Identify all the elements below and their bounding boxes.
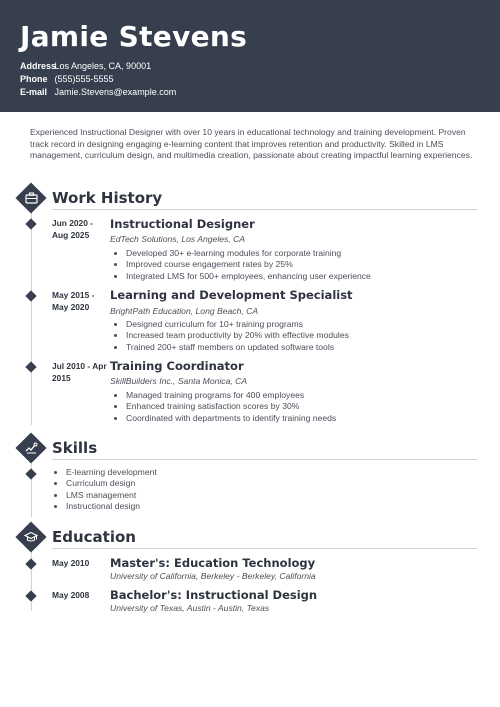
timeline-marker <box>25 290 36 301</box>
contact-value: Los Angeles, CA, 90001 <box>54 61 152 71</box>
job-date: Jul 2010 - Apr 2015 <box>52 361 107 383</box>
list-item: • Integrated LMS for 500+ employees, enhancing user experience <box>126 271 371 282</box>
list-item: • Developed 30+ e-learning modules for corporate training <box>126 248 371 259</box>
skills-icon <box>20 437 42 459</box>
section-title: Work History <box>52 189 163 207</box>
education-date: May 2008 <box>52 590 90 600</box>
job-bullets <box>112 248 371 282</box>
job-date: May 2015 - May 2020 <box>52 290 95 312</box>
list-item: • E-learning development <box>66 467 157 478</box>
contact-address <box>20 61 151 72</box>
list-item: • Instructional design <box>66 501 157 512</box>
contact-phone <box>20 74 114 85</box>
list-item: • Designed curriculum for 10+ training programs <box>126 319 349 330</box>
contact-email <box>20 87 176 98</box>
skills-list <box>52 467 157 512</box>
resume-header <box>0 0 500 112</box>
briefcase-icon <box>20 187 42 209</box>
school-name: University of Texas, Austin - Austin, Texas <box>110 603 270 613</box>
school-name: University of California, Berkeley - Berkeley, California <box>110 571 316 581</box>
contact-label: Address <box>20 61 57 71</box>
job-organization: BrightPath Education, Long Beach, CA <box>110 306 259 316</box>
list-item: • Curriculum design <box>66 478 157 489</box>
section-divider <box>52 459 477 460</box>
section-divider <box>52 209 477 210</box>
list-item: • Managed training programs for 400 employees <box>126 390 336 401</box>
list-item: • Improved course engagement rates by 25% <box>126 259 371 270</box>
contact-label: E-mail <box>20 87 48 97</box>
candidate-name: Jamie Stevens <box>20 20 248 53</box>
graduation-cap-icon <box>20 526 42 548</box>
timeline-marker <box>25 468 36 479</box>
timeline-marker <box>25 558 36 569</box>
contact-value: Jamie.Stevens@example.com <box>54 87 177 97</box>
list-item: • Enhanced training satisfaction scores by 30% <box>126 401 336 412</box>
professional-summary: Experienced Instructional Designer with over 10 years in educational technology and training development. Proven track record in designing engaging e-learning content that improves retention and productivity. Skilled in LMS management, curriculum design, and multimedia creation, passionate about creating impactful learning experiences. <box>30 127 473 161</box>
timeline-marker <box>25 590 36 601</box>
education-date: May 2010 <box>52 558 90 568</box>
section-title: Education <box>52 528 136 546</box>
degree-title: Bachelor's: Instructional Design <box>110 588 318 602</box>
list-item: • Trained 200+ staff members on updated software tools <box>126 342 349 353</box>
list-item: • LMS management <box>66 490 157 501</box>
job-title: Instructional Designer <box>110 217 255 231</box>
job-bullets <box>112 319 349 353</box>
job-organization: SkillBuilders Inc., Santa Monica, CA <box>110 376 248 386</box>
timeline-marker <box>25 218 36 229</box>
job-title: Training Coordinator <box>110 359 244 373</box>
job-bullets <box>112 390 336 424</box>
section-divider <box>52 548 477 549</box>
job-organization: EdTech Solutions, Los Angeles, CA <box>110 234 246 244</box>
contact-value: (555)555-5555 <box>54 74 114 84</box>
job-date: Jun 2020 - Aug 2025 <box>52 218 93 240</box>
degree-title: Master's: Education Technology <box>110 556 316 570</box>
list-item: • Increased team productivity by 20% with effective modules <box>126 330 349 341</box>
job-title: Learning and Development Specialist <box>110 288 353 302</box>
section-title: Skills <box>52 439 98 457</box>
contact-label: Phone <box>20 74 48 84</box>
timeline-marker <box>25 361 36 372</box>
list-item: • Coordinated with departments to identify training needs <box>126 413 336 424</box>
